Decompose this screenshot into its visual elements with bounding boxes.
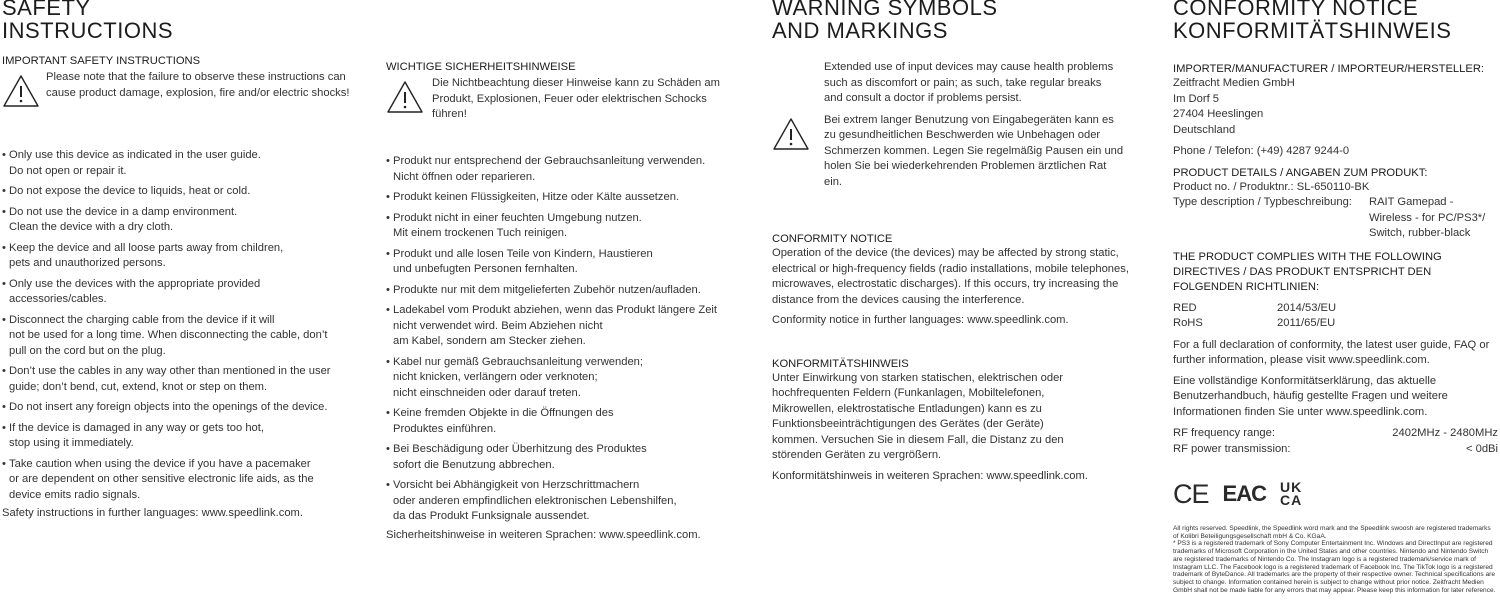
safety-en-item: • If the device is damaged in any way or gets too hot, stop using it immediately.: [2, 421, 367, 452]
safety-de-item: • Produkt keinen Flüssigkeiten, Hitze oder Kälte aussetzen.: [386, 190, 756, 206]
conformity-title: [1173, 0, 1498, 42]
company-name: Zeitfracht Medien GmbH: [1173, 77, 1295, 89]
product-number: Product no. / Produktnr.: SL-650110-BK: [1173, 180, 1370, 193]
safety-en-item: • Do not expose the device to liquids, heat or cold.: [2, 184, 367, 200]
conformity-column: [1173, 0, 1498, 594]
conformity-title-line1: CONFORMITY NOTICE: [1173, 0, 1419, 20]
complies-heading: THE PRODUCT COMPLIES WITH THE FOLLOWING DIRECTIVES / DAS PRODUKT ENTSPRICHT DEN FOLGENDEN RICHTLINIEN:: [1173, 250, 1442, 293]
safety-de-warning-text: Die Nichtbeachtung dieser Hinweise kann zu Schäden am Produkt, Explosionen, Feuer oder elektrischen Schocks führen!: [432, 77, 720, 120]
rf-frequency-value: 2402MHz - 2480MHz: [1392, 427, 1498, 439]
product-details-heading: PRODUCT DETAILS / ANGABEN ZUM PRODUKT:: [1173, 166, 1428, 179]
safety-en-heading: IMPORTANT SAFETY INSTRUCTIONS: [2, 55, 201, 67]
type-description-value: RAIT Gamepad - Wireless - for PC/PS3*/ Switch, rubber-black: [1369, 196, 1486, 239]
company-phone: Phone / Telefon: (+49) 4287 9244-0: [1173, 145, 1350, 157]
safety-title: [2, 0, 367, 42]
safety-en-item: • Take caution when using the device if you have a pacemaker or are dependent on other sensitive electronic life aids, as the device emits radio signals.: [2, 457, 367, 504]
eac-mark: EAC: [1222, 481, 1266, 506]
warning-title: [772, 0, 1142, 42]
warning-triangle-icon: [386, 80, 424, 114]
legal-rights: All rights reserved. Speedlink, the Speedlink word mark and the Speedlink swoosh are registered trademarks of Kolibri Beteiligungsgesellschaft mbH & Co. KGaA.: [1173, 525, 1491, 540]
safety-title-line2: INSTRUCTIONS: [2, 18, 173, 43]
importer-heading: IMPORTER/MANUFACTURER / IMPORTEUR/HERSTELLER:: [1173, 63, 1485, 75]
safety-de-item: • Produkt nur entsprechend der Gebrauchsanleitung verwenden. Nicht öffnen oder reparieren.: [386, 154, 756, 185]
directive-row: [1173, 316, 1498, 332]
safety-de-column: [386, 60, 756, 543]
company-street: Im Dorf 5: [1173, 92, 1220, 105]
konformitaet-footer: Konformitätshinweis in weiteren Sprachen: www.speedlink.com.: [772, 469, 1088, 482]
conformity-notice-text: Operation of the device (the devices) may be affected by strong static, electrical or high-frequency fields (radio installations, mobile telephones, microwaves, electrostatic discharges). If this occurs, try increasing the distance from the devices causing the interference.: [772, 247, 1129, 306]
konformitaet-heading: KONFORMITÄTSHINWEIS: [772, 357, 909, 370]
directive-row: [1173, 301, 1498, 317]
warning-de-text: Bei extrem langer Benutzung von Eingabegeräten kann es zu gesundheitlichen Beschwerden wie Unbehagen oder Schmerzen kommen. Legen Sie regelmäßig Pausen ein und holen Sie bei wiederkehrenden Problemen ärztlichen Rat ein.: [824, 113, 1124, 188]
ukca-mark-top: UK: [1279, 479, 1303, 495]
directive-code: 2014/53/EU: [1277, 301, 1337, 314]
declaration-de: Eine vollständige Konformitätserklärung, das aktuelle Benutzerhandbuch, häufig gestellte Fragen und weitere Informationen finden Sie unter www.speedlink.com.: [1173, 374, 1448, 418]
safety-en-item: • Only use this device as indicated in the user guide. Do not open or repair it.: [2, 148, 367, 179]
ukca-mark: [1280, 481, 1302, 507]
safety-de-item: • Keine fremden Objekte in die Öffnungen des Produktes einführen.: [386, 406, 756, 437]
warning-de-block: [772, 113, 1142, 191]
safety-en-footer: Safety instructions in further languages: www.speedlink.com.: [2, 507, 303, 519]
safety-en-warning: [2, 70, 367, 136]
safety-en-item: • Do not use the device in a damp environment. Clean the device with a dry cloth.: [2, 205, 367, 236]
conformity-title-line2: KONFORMITÄTSHINWEIS: [1173, 18, 1452, 43]
safety-de-heading: WICHTIGE SICHERHEITSHINWEISE: [386, 61, 576, 73]
safety-en-warning-text: Please note that the failure to observe these instructions can cause product damage, explosion, fire and/or electric shocks!: [46, 71, 350, 99]
safety-en-column: [2, 0, 367, 522]
safety-de-item: • Bei Beschädigung oder Überhitzung des Produktes sofort die Benutzung abbrechen.: [386, 442, 756, 473]
conformity-notice-footer: Conformity notice in further languages: www.speedlink.com.: [772, 314, 1069, 326]
rf-power-row: [1173, 442, 1498, 458]
safety-de-list: [386, 154, 756, 525]
safety-de-warning: [386, 76, 756, 142]
safety-title-line1: SAFETY: [2, 0, 91, 20]
safety-en-item: • Only use the devices with the appropriate provided accessories/cables.: [2, 277, 367, 308]
warning-triangle-icon: [772, 117, 810, 151]
safety-de-item: • Kabel nur gemäß Gebrauchsanleitung verwenden; nicht knicken, verlängern oder verknoten; nicht einschneiden oder darauf treten.: [386, 355, 756, 402]
ce-mark: CE: [1173, 479, 1209, 509]
warning-title-line2: AND MARKINGS: [772, 18, 948, 43]
safety-en-item: • Disconnect the charging cable from the device if it will not be used for a long time. When disconnecting the cable, don’t pull on the cord but on the plug.: [2, 313, 367, 360]
directive-code: 2011/65/EU: [1277, 317, 1336, 329]
directive-name: RoHS: [1173, 317, 1203, 329]
safety-en-item: • Keep the device and all loose parts away from children, pets and unauthorized persons.: [2, 241, 367, 272]
safety-en-item: • Don’t use the cables in any way other than mentioned in the user guide; don’t bend, cut, extend, knot or step on them.: [2, 364, 367, 395]
type-description-row: [1173, 195, 1498, 242]
ukca-mark-bottom: CA: [1279, 492, 1303, 508]
certification-marks: [1173, 481, 1498, 507]
directive-name: RED: [1173, 301, 1197, 314]
safety-de-item: • Vorsicht bei Abhängigkeit von Herzschrittmachern oder anderen empfindlichen elektronischen Lebenshilfen, da das Produkt Funksignale aussendet.: [386, 478, 756, 525]
company-country: Deutschland: [1173, 123, 1236, 136]
konformitaet-text: Unter Einwirkung von starken statischen, elektrischen oder hochfrequenten Feldern (Funkanlagen, Mobiltelefonen, Mikrowellen, elektrostatische Entladungen) kann es zu Funktionsbeeinträchtigungen des Gerätes (der Geräte) kommen. Versuchen Sie in diesem Fall, die Distanz zu den störenden Geräten zu vergrößern.: [772, 371, 1064, 461]
safety-de-item: • Ladekabel vom Produkt abziehen, wenn das Produkt längere Zeit nicht verwendet wird. Beim Abziehen nicht am Kabel, sondern am Stecker ziehen.: [386, 303, 756, 350]
warning-triangle-icon: [2, 74, 40, 108]
declaration-en: For a full declaration of conformity, the latest user guide, FAQ or further information, please visit www.speedlink.com.: [1173, 338, 1490, 366]
safety-de-item: • Produkt nicht in einer feuchten Umgebung nutzen. Mit einem trockenen Tuch reinigen.: [386, 211, 756, 242]
safety-en-list: [2, 148, 367, 503]
warning-column: [772, 0, 1142, 484]
directives-list: [1173, 301, 1498, 332]
legal-trademarks: * PS3 is a registered trademark of Sony Computer Entertainment Inc. Windows and DirectInput are registered trademarks of Microsoft Corporation in the United States and other countries. Nintendo and Nintendo Switch are registered trademarks of Nintendo Co. The Instagram logo is a registered trademark/service mark of Instagram LLC. The Facebook logo is a registered trademark of Facebook Inc. The TikTok logo is a registered trademark of ByteDance. All trademarks are the property of their respective owner. Technical specifications are subject to change. Information contained herein is subject to change without prior notice. Zeitfracht Medien GmbH shall not be made liable for any errors that may appear. Please keep this information for later reference.: [1173, 540, 1496, 594]
rf-frequency-label: RF frequency range:: [1173, 427, 1275, 439]
rf-frequency-row: [1173, 426, 1498, 442]
safety-de-item: • Produkt und alle losen Teile von Kindern, Haustieren und unbefugten Personen fernhalten.: [386, 247, 756, 278]
conformity-notice-heading: CONFORMITY NOTICE: [772, 233, 893, 245]
type-description-label: Type description / Typbeschreibung:: [1173, 196, 1352, 208]
rf-power-value: < 0dBi: [1465, 442, 1498, 455]
company-city: 27404 Heeslingen: [1173, 108, 1264, 120]
rf-power-label: RF power transmission:: [1173, 442, 1291, 455]
safety-de-footer: Sicherheitshinweise in weiteren Sprachen: www.speedlink.com.: [386, 528, 701, 541]
safety-de-item: • Produkte nur mit dem mitgelieferten Zubehör nutzen/aufladen.: [386, 283, 756, 299]
warning-title-line1: WARNING SYMBOLS: [772, 0, 998, 20]
safety-en-item: • Do not insert any foreign objects into the openings of the device.: [2, 400, 367, 416]
warning-en-text: Extended use of input devices may cause health problems such as discomfort or pain; as such, take regular breaks and consult a doctor if problems persist.: [824, 61, 1114, 104]
